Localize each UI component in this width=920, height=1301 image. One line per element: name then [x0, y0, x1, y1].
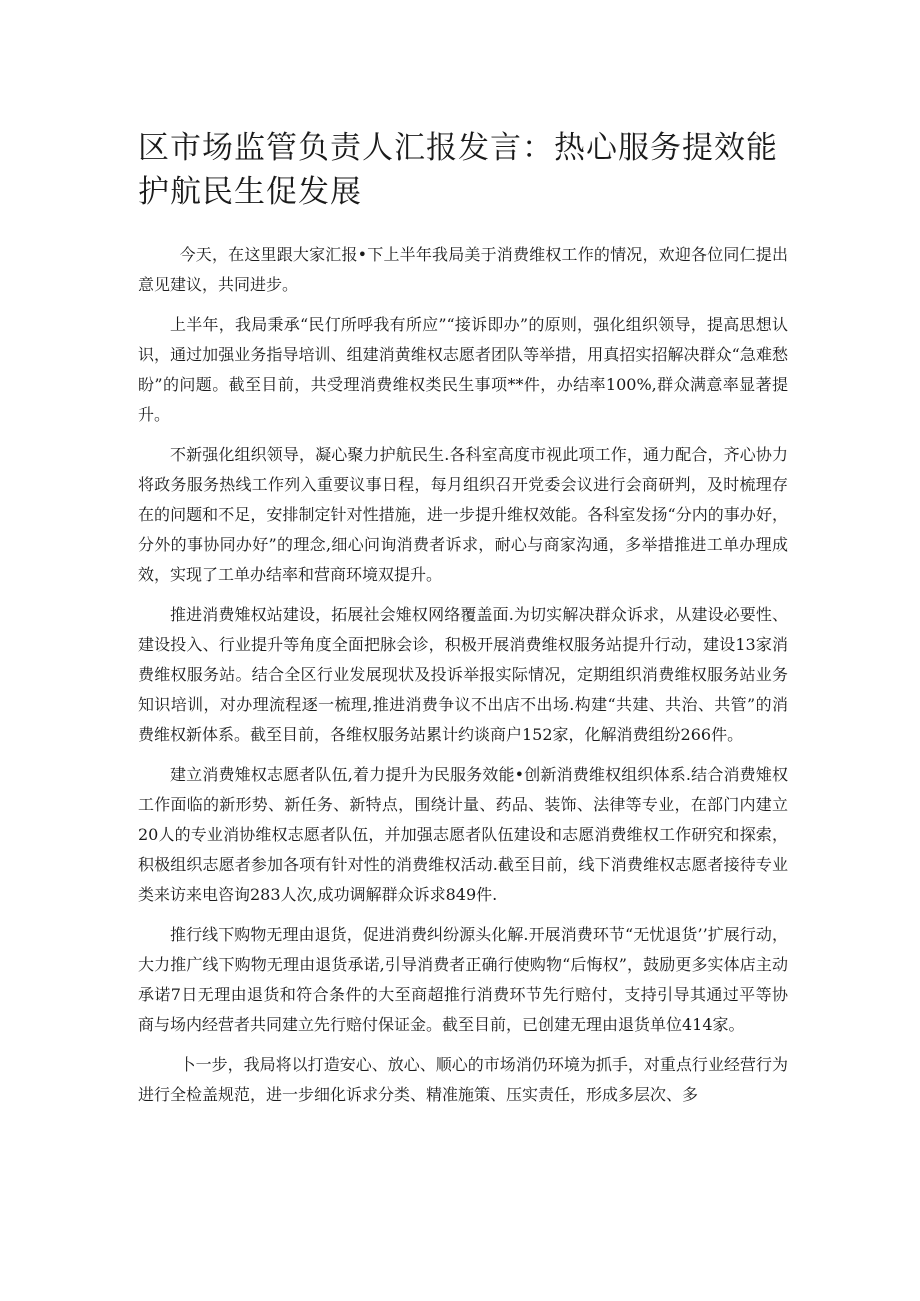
paragraph-returns: 推行线下购物无理由退货，促进消费纠纷源头化解.开展消费环节“无忧退货’’扩展行动，大力推广线下购物无理由退货承诺,引导消费者正确行使购物“后悔权”，鼓励更多实体店主动承诺7日无理由退货和符合条件的大至商超推行消费环节先行赔付，支持引导其通过平等协商与场内经营者共同建立先行赔付保证金。截至目前，已创建无理由退货单位414家。 — [138, 925, 788, 1034]
paragraph-volunteers: 建立消费雉权志愿者队伍,着力提升为民服务效能•创新消费维权组织体系.结合消费雉权工作面临的新形势、新任务、新特点，围绕计量、药品、装饰、法律等专业，在部门内建立20人的专业消协维权志愿者队伍，并加强志愿者队伍建设和志愿消费维权工作研究和探索，积极组织志愿者参加各项有针对性的消费维权活动.截至目前，线下消费维权志愿者接待专业类来访来电咨询283人次,成功调解群众诉求849件. — [138, 765, 788, 904]
document-title: 区市场监管负责人汇报发言：热心服务提效能护航民生促发展 — [138, 130, 778, 210]
paragraph-service-stations: 推进消费雉权站建设，拓展社会雉权网络覆盖面.为切实解决群众诉求，从建设必要性、建设投入、行业提升等角度全面把脉会诊，积极开展消费维权服务站提升行动，建设13家消费维权服务站。结合全区行业发展现状及投诉举报实际情况，定期组织消费维权服务站业务知识培训，对办理流程逐一梳理,推进消费争议不出店不出场.构建“共建、共治、共管”的消费维权新体系。截至目前，各维权服务站累计约谈商户152家，化解消费组纷266件。 — [138, 605, 788, 744]
paragraph-next-steps: 卜一步，我局将以打造安心、放心、顺心的市场消仍环境为抓手，对重点行业经营行为进行全检盖规范，进一步细化诉求分类、精准施策、压实责任，形成多层次、多 — [138, 1055, 788, 1104]
paragraph-overview: 上半年，我局秉承“民仃所呼我有所应”“接诉即办”的原则，强化组织领导，提高思想认识，通过加强业务指导培训、组建消黄维权志愿者团队等举措，用真招实招解决群众“急难愁盼”的问题。截至目前，共受理消费维权类民生事项**件，办结率100%,群众满意率显著提升。 — [138, 315, 788, 424]
document-page — [138, 126, 788, 1120]
paragraph-organization: 不新强化组织领导，凝心聚力护航民生.各科室高度市视此项工作，通力配合，齐心协力将政务服务热线工作列入重要议事日程，每月组织召开党委会议进行会商研判，及时梳理存在的问题和不足，安排制定针对性措施，进一步提升维权效能。各科室发扬“分内的事办好，分外的事协同办好”的理念,细心问询消费者诉求，耐心与商家沟通，多举措推进工单办理成效，实现了工单办结率和营商环境双提升。 — [138, 445, 788, 584]
paragraph-intro: 今天，在这里跟大家汇报•下上半年我局美于消费维权工作的情况，欢迎各位同仁提出意见建议，共同进步。 — [138, 245, 788, 294]
